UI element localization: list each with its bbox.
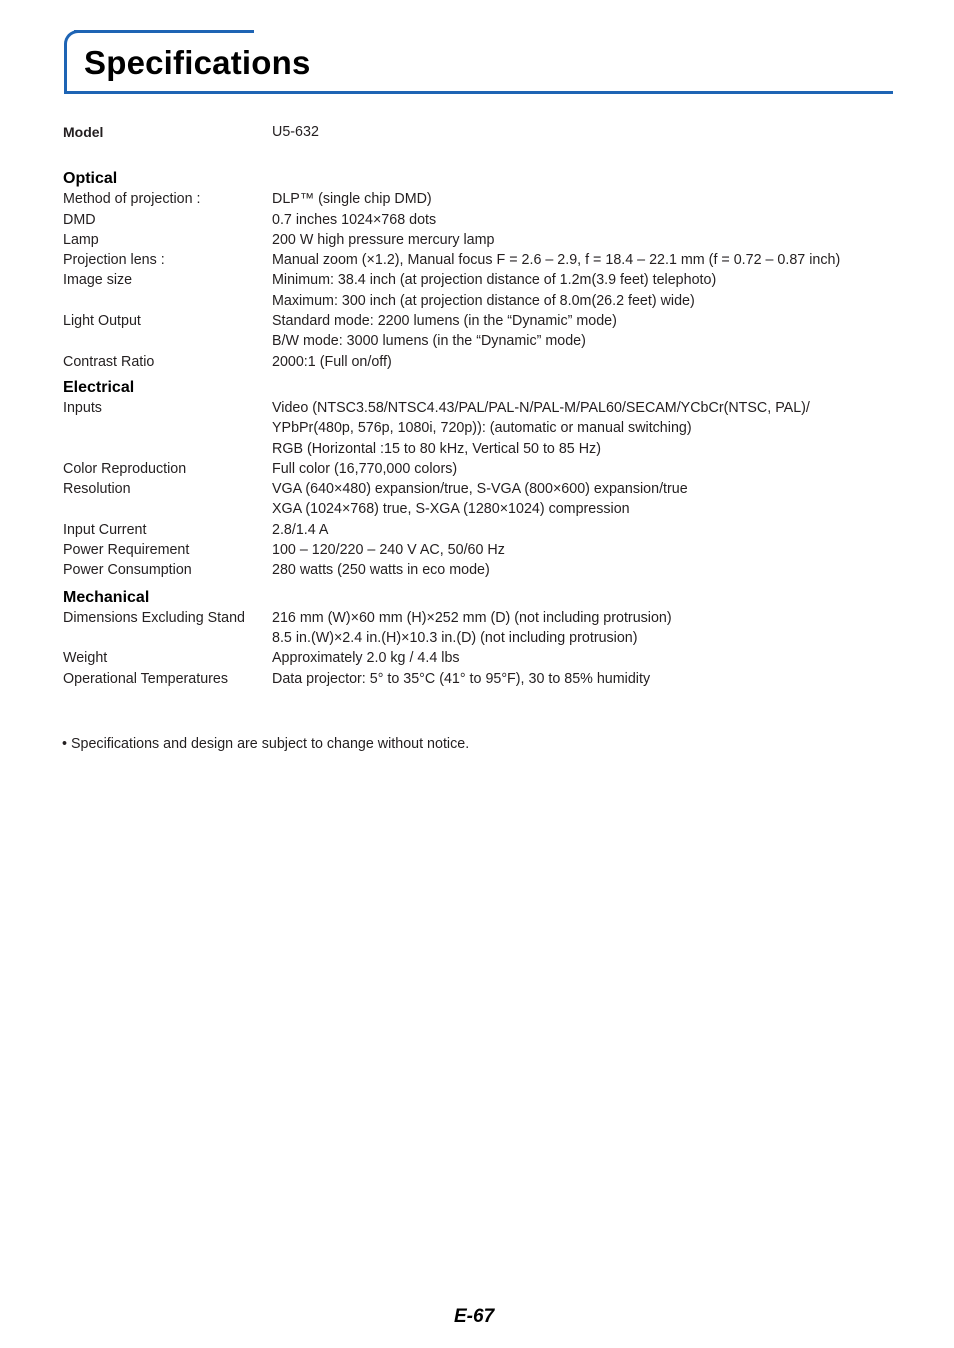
section-mechanical: [63, 608, 893, 689]
spec-label: Power Consumption: [63, 562, 192, 579]
spec-row: [63, 352, 893, 372]
spec-value-line: 2.8/1.4 A: [272, 521, 329, 538]
spec-label: Lamp: [63, 231, 99, 248]
spec-value: [272, 230, 893, 250]
spec-row: [63, 608, 893, 649]
spec-label: Input Current: [63, 521, 147, 538]
spec-label: Method of projection :: [63, 191, 201, 208]
spec-value-line: Video (NTSC3.58/NTSC4.43/PAL/PAL-N/PAL-M/PAL60/SECAM/YCbCr(NTSC, PAL)/: [272, 399, 810, 416]
spec-value-line: 280 watts (250 watts in eco mode): [272, 562, 490, 579]
title-frame-mask: [254, 29, 894, 34]
section-optical: [63, 189, 893, 372]
spec-value-line: 8.5 in.(W)×2.4 in.(H)×10.3 in.(D) (not including protrusion): [272, 629, 638, 646]
spec-label: Operational Temperatures: [63, 670, 229, 687]
spec-value-line: VGA (640×480) expansion/true, S-VGA (800×600) expansion/true: [272, 481, 688, 498]
spec-value-line: XGA (1024×768) true, S-XGA (1280×1024) compression: [272, 501, 630, 518]
spec-value: [272, 270, 893, 311]
spec-table: [63, 122, 893, 689]
spec-label: DMD: [63, 211, 96, 228]
spec-value: [272, 608, 893, 649]
footnote: • Specifications and design are subject to change without notice.: [62, 736, 470, 752]
spec-row: [63, 270, 893, 311]
spec-value-line: Minimum: 38.4 inch (at projection distance of 1.2m(3.9 feet) telephoto): [272, 272, 717, 289]
page-number: E-67: [454, 1306, 495, 1327]
spec-value: [272, 352, 893, 372]
section-heading-optical: Optical: [63, 170, 118, 188]
spec-row: [63, 479, 893, 520]
spec-value-line: 216 mm (W)×60 mm (H)×252 mm (D) (not including protrusion): [272, 609, 672, 626]
spec-value-line: Approximately 2.0 kg / 4.4 lbs: [272, 650, 460, 667]
spec-value-line: 0.7 inches 1024×768 dots: [272, 211, 437, 228]
spec-row: [63, 210, 893, 230]
page-title: Specifications: [84, 44, 311, 81]
model-row: [63, 122, 893, 142]
spec-value: [272, 520, 893, 540]
spec-label: Light Output: [63, 313, 141, 330]
spec-value-line: Manual zoom (×1.2), Manual focus F = 2.6 – 2.9, f = 18.4 – 22.1 mm (f = 0.72 – 0.87 inch): [272, 252, 841, 269]
spec-value: [272, 398, 893, 459]
spec-row: [63, 311, 893, 352]
spec-value: [272, 648, 893, 668]
spec-value-line: 200 W high pressure mercury lamp: [272, 231, 495, 248]
spec-label: Color Reproduction: [63, 460, 187, 477]
spec-value: [272, 189, 893, 209]
spec-row: [63, 540, 893, 560]
spec-value-line: 100 – 120/220 – 240 V AC, 50/60 Hz: [272, 542, 505, 559]
spec-value: [272, 459, 893, 479]
spec-row: [63, 669, 893, 689]
spec-value-line: Maximum: 300 inch (at projection distance of 8.0m(26.2 feet) wide): [272, 292, 695, 309]
spec-label: Inputs: [63, 399, 102, 416]
spec-value-line: YPbPr(480p, 576p, 1080i, 720p)): (automatic or manual switching): [272, 420, 692, 437]
spec-value: [272, 479, 893, 520]
spec-value-line: Standard mode: 2200 lumens (in the “Dynamic” mode): [272, 313, 617, 330]
spec-label: Dimensions Excluding Stand: [63, 609, 245, 626]
spec-value-line: Full color (16,770,000 colors): [272, 460, 458, 477]
spec-value: [272, 560, 893, 580]
spec-value: [272, 210, 893, 230]
section-electrical: [63, 398, 893, 581]
spec-value: [272, 669, 893, 689]
spec-value: [272, 250, 893, 270]
spec-value-line: DLP™ (single chip DMD): [272, 191, 432, 208]
spec-value-line: B/W mode: 3000 lumens (in the “Dynamic” mode): [272, 333, 586, 350]
spec-value-line: 2000:1 (Full on/off): [272, 353, 392, 370]
spec-label: Weight: [63, 650, 108, 667]
spec-value-line: Data projector: 5° to 35°C (41° to 95°F), 30 to 85% humidity: [272, 670, 651, 687]
spec-row: [63, 398, 893, 459]
spec-label: Contrast Ratio: [63, 353, 155, 370]
spec-value: [272, 540, 893, 560]
model-label: Model: [63, 124, 104, 140]
spec-label: Resolution: [63, 481, 131, 498]
title-top-fade: [74, 30, 254, 33]
spec-label: Power Requirement: [63, 542, 190, 559]
spec-row: [63, 520, 893, 540]
spec-row: [63, 230, 893, 250]
model-value: U5-632: [272, 124, 319, 140]
spec-label: Projection lens :: [63, 252, 165, 269]
spec-row: [63, 189, 893, 209]
spec-value-line: RGB (Horizontal :15 to 80 kHz, Vertical 50 to 85 Hz): [272, 440, 601, 457]
spec-value: [272, 311, 893, 352]
spec-label: Image size: [63, 272, 133, 289]
spec-row: [63, 560, 893, 580]
section-heading-electrical: Electrical: [63, 378, 135, 396]
spec-row: [63, 250, 893, 270]
spec-row: [63, 648, 893, 668]
spec-row: [63, 459, 893, 479]
section-heading-mechanical: Mechanical: [63, 588, 150, 606]
